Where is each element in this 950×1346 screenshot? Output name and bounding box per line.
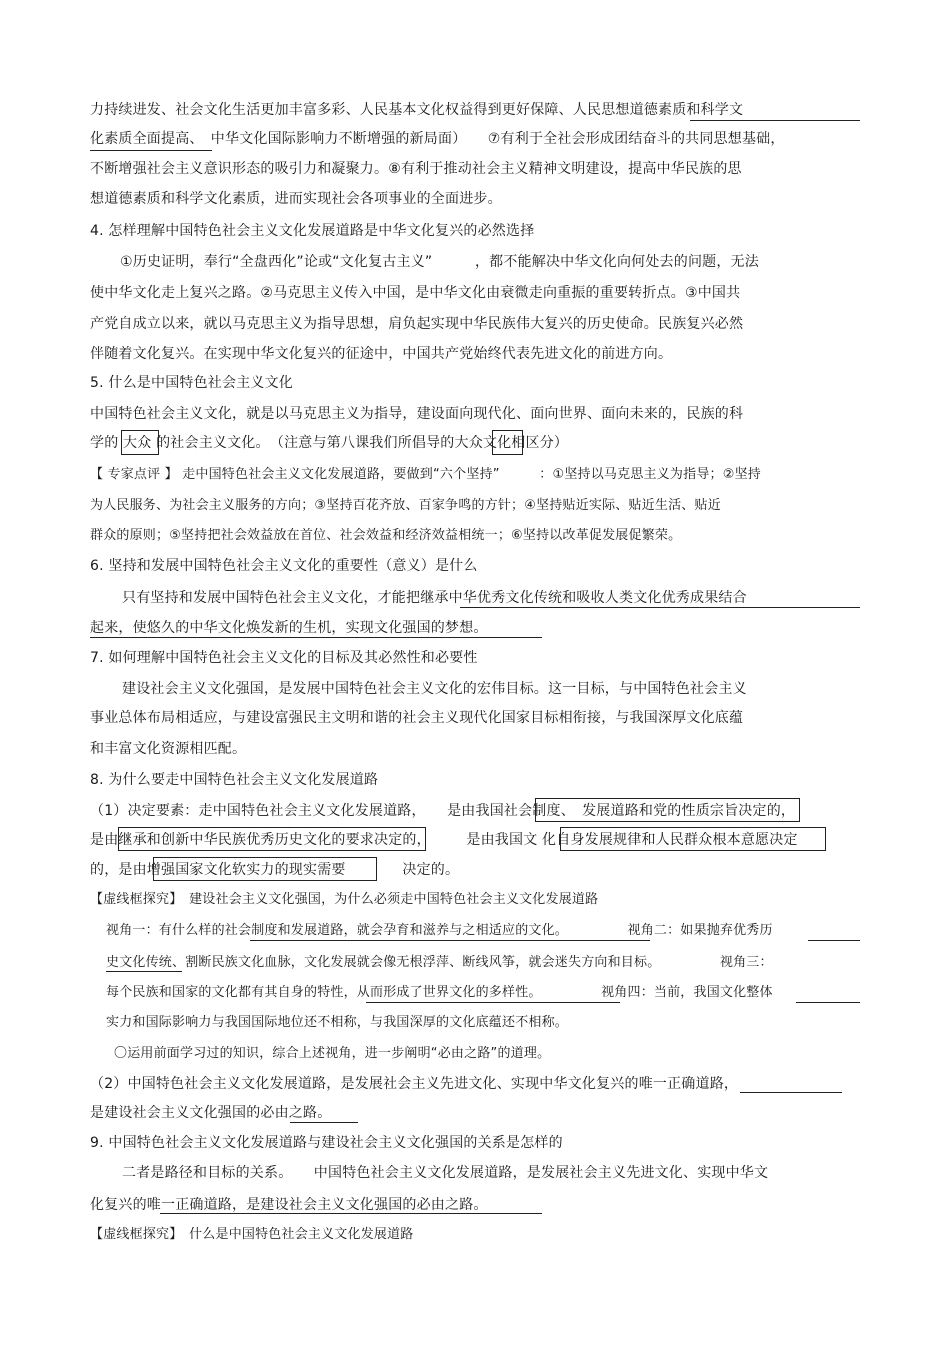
text-line: 事业总体布局相适应，与建设富强民主文明和谐的社会主义现代化国家目标相衔接，与我国深厚文化底蕴: [90, 710, 744, 726]
text-line: 学的 大众 的社会主义文化。 （注意与第八课我们所倡导的大众文化相区分）: [90, 435, 569, 451]
text-line: 每个民族和国家的文化都有其自身的特性，从而形成了世界文化的多样性。 视角四：当前，我国文化整体: [106, 985, 773, 1000]
dashed-box-inquiry: 【虚线框探究】 建设社会主义文化强国，为什么必须走中国特色社会主义文化发展道路: [90, 892, 599, 907]
text-line: 是建设社会主义文化强国的必由之路。: [90, 1105, 332, 1121]
underline-blank: [160, 1213, 542, 1214]
text-line: 使中华文化走上复兴之路。②马克思主义传入中国，是中华文化由衰微走向重振的重要转折点。③中国共: [90, 285, 741, 301]
text-line: ①历史证明，奉行“全盘西化”论或“文化复古主义” ，都不能解决中华文化向何处去的问题，无法: [120, 254, 759, 270]
expert-comment: 【 专家点评 】 走中国特色社会主义文化发展道路，要做到“六个坚持” ：①坚持以马克思主义为指导；②坚持: [90, 467, 761, 482]
text-line: 和丰富文化资源相匹配。: [90, 741, 247, 757]
text-line: 是由继承和创新中华民族优秀历史文化的要求决定的， 是由我国文 化自身发展规律和人民群众根本意愿决定: [90, 832, 798, 848]
underline-blank: [690, 120, 860, 121]
text-line: 建设社会主义文化强国，是发展中国特色社会主义文化的宏伟目标。这一目标，与中国特色社会主义: [122, 681, 747, 697]
text-line: 二者是路径和目标的关系。 中国特色社会主义文化发展道路，是发展社会主义先进文化、实现中华文: [122, 1165, 769, 1181]
text-line: 的，是由增强国家文化软实力的现实需要 决定的。: [90, 862, 460, 878]
question-heading: 5. 什么是中国特色社会主义文化: [90, 375, 294, 391]
text-line: 力持续进发、社会文化生活更加丰富多彩、人民基本文化权益得到更好保障、人民思想道德素质和科学文: [90, 102, 744, 118]
underline-blank: [290, 1122, 358, 1123]
text-line: 起来，使悠久的中华文化焕发新的生机，实现文化强国的梦想。: [90, 620, 488, 636]
underline-blank: [106, 971, 182, 972]
question-heading: 6. 坚持和发展中国特色社会主义文化的重要性（意义）是什么: [90, 558, 478, 574]
text-line: 视角一：有什么样的社会制度和发展道路，就会孕育和滋养与之相适应的文化。 视角二：如果抛弃优秀历: [106, 923, 773, 938]
text-line: 产党自成立以来，就以马克思主义为指导思想，肩负起实现中华民族伟大复兴的历史使命。民族复兴必然: [90, 316, 744, 332]
text-line: 伴随着文化复兴。在实现中华文化复兴的征途中，中国共产党始终代表先进文化的前进方向。: [90, 346, 673, 362]
text-line: 化复兴的唯一正确道路，是建设社会主义文化强国的必由之路。: [90, 1197, 488, 1213]
text-line: （2）中国特色社会主义文化发展道路，是发展社会主义先进文化、实现中华文化复兴的唯一正确道路，: [90, 1076, 739, 1092]
underline-blank: [366, 1002, 620, 1003]
boxed-answer: [560, 827, 826, 851]
question-heading: 8. 为什么要走中国特色社会主义文化发展道路: [90, 772, 379, 788]
text-line: 为人民服务、为社会主义服务的方向；③坚持百花齐放、百家争鸣的方针；④坚持贴近实际、贴近生活、贴近: [90, 498, 721, 513]
underline-blank: [90, 150, 212, 151]
text-line: 史文化传统、割断民族文化血脉，文化发展就会像无根浮萍、断线风筝，就会迷失方向和目标。 视角三：: [106, 955, 773, 970]
text-line: 实力和国际影响力与我国国际地位还不相称，与我国深厚的文化底蕴还不相称。: [106, 1015, 569, 1030]
boxed-term-dazhong: [121, 430, 159, 455]
boxed-answer: [153, 857, 377, 881]
text-line: 只有坚持和发展中国特色社会主义文化，才能把继承中华优秀文化传统和吸收人类文化优秀成果结合: [122, 590, 747, 606]
text-line: 想道德素质和科学文化素质，进而实现社会各项事业的全面进步。: [90, 191, 502, 207]
boxed-term-wenhua: [492, 430, 523, 455]
text-line: 中国特色社会主义文化，就是以马克思主义为指导，建设面向现代化、面向世界、面向未来的，民族的科: [90, 406, 744, 422]
question-heading: 4. 怎样理解中国特色社会主义文化发展道路是中华文化复兴的必然选择: [90, 223, 535, 239]
boxed-answer: [118, 827, 426, 851]
dashed-box-inquiry: 【虚线框探究】 什么是中国特色社会主义文化发展道路: [90, 1227, 414, 1242]
text-line: 化素质全面提高、 中华文化国际影响力不断增强的新局面） ⑦有利于全社会形成团结奋斗的共同思想基础，: [90, 131, 785, 147]
text-line: 群众的原则；⑤坚持把社会效益放在首位、社会效益和经济效益相统一；⑥坚持以改革促发展促繁荣。: [90, 528, 682, 543]
text-line: 〇运用前面学习过的知识，综合上述视角，进一步阐明“必由之路”的道理。: [114, 1046, 551, 1061]
question-heading: 7. 如何理解中国特色社会主义文化的目标及其必然性和必要性: [90, 650, 478, 666]
underline-blank: [460, 607, 860, 608]
question-heading: 9. 中国特色社会主义文化发展道路与建设社会主义文化强国的关系是怎样的: [90, 1135, 563, 1151]
boxed-answer: [535, 798, 800, 822]
text-line: 不断增强社会主义意识形态的吸引力和凝聚力。⑧有利于推动社会主义精神文明建设，提高中华民族的思: [90, 161, 742, 177]
underline-blank: [740, 1092, 842, 1093]
underline-blank: [250, 940, 650, 941]
text-line: （1）决定要素：走中国特色社会主义文化发展道路， 是由我国社会制度、 发展道路和党的性质宗旨决定的，: [90, 803, 796, 819]
underline-blank: [796, 1002, 860, 1003]
underline-blank: [90, 637, 542, 638]
underline-blank: [808, 940, 860, 941]
